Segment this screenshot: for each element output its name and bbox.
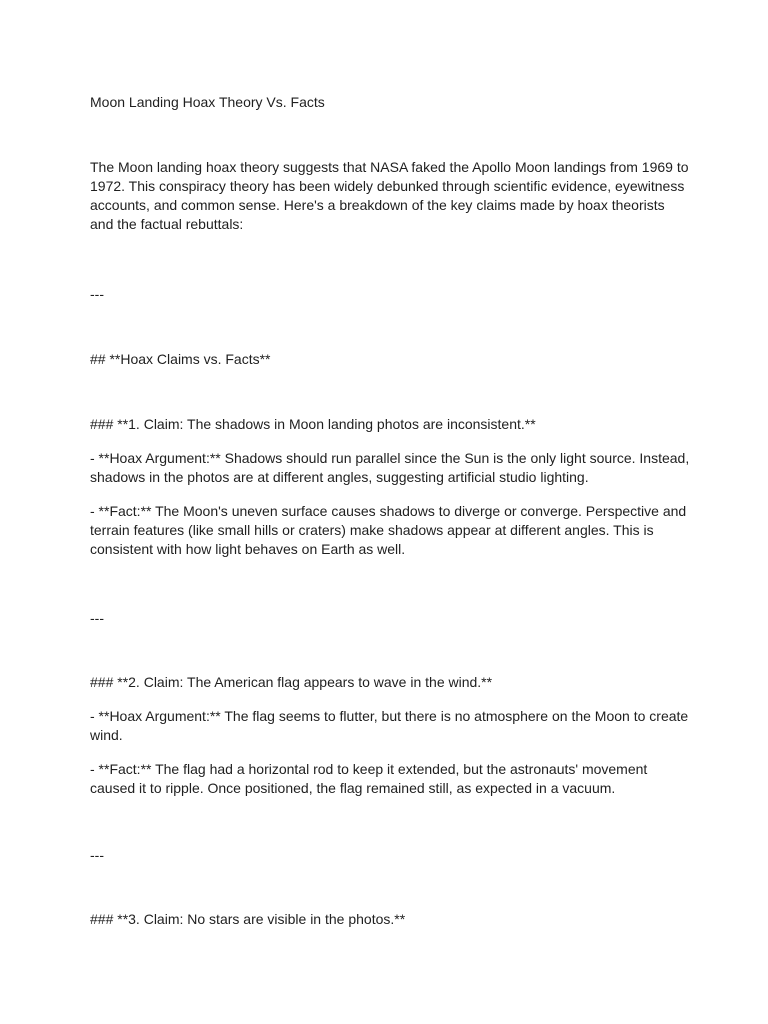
separator: --- xyxy=(90,847,104,863)
claim-2-hoax-argument: - **Hoax Argument:** The flag seems to flutter, but there is no atmosphere on the Moon to create wind. xyxy=(90,708,689,743)
claim-1-fact: - **Fact:** The Moon's uneven surface causes shadows to diverge or converge. Perspective and terrain features (like small hills or craters) make shadows appear at different angles. This is consistent with how light behaves on Earth as well. xyxy=(90,503,687,557)
claim-2-fact: - **Fact:** The flag had a horizontal rod to keep it extended, but the astronauts' movement caused it to ripple. Once positioned, the flag remained still, as expected in a vacuum. xyxy=(90,761,648,796)
document-title: Moon Landing Hoax Theory Vs. Facts xyxy=(90,94,325,110)
intro-paragraph: The Moon landing hoax theory suggests that NASA faked the Apollo Moon landings from 1969 to 1972. This conspiracy theory has been widely debunked through scientific evidence, eyewitness accounts, and common sense. Here's a breakdown of the key claims made by hoax theorists and the factual rebuttals: xyxy=(90,159,689,232)
claim-1-heading: ### **1. Claim: The shadows in Moon landing photos are inconsistent.** xyxy=(90,416,536,432)
separator: --- xyxy=(90,610,104,626)
claim-2-heading: ### **2. Claim: The American flag appears to wave in the wind.** xyxy=(90,674,493,690)
claim-3-heading: ### **3. Claim: No stars are visible in the photos.** xyxy=(90,911,406,927)
claim-1-hoax-argument: - **Hoax Argument:** Shadows should run parallel since the Sun is the only light source. Instead, shadows in the photos are at different angles, suggesting artificial studio lighting. xyxy=(90,450,690,485)
separator: --- xyxy=(90,286,104,302)
section-heading: ## **Hoax Claims vs. Facts** xyxy=(90,351,271,367)
